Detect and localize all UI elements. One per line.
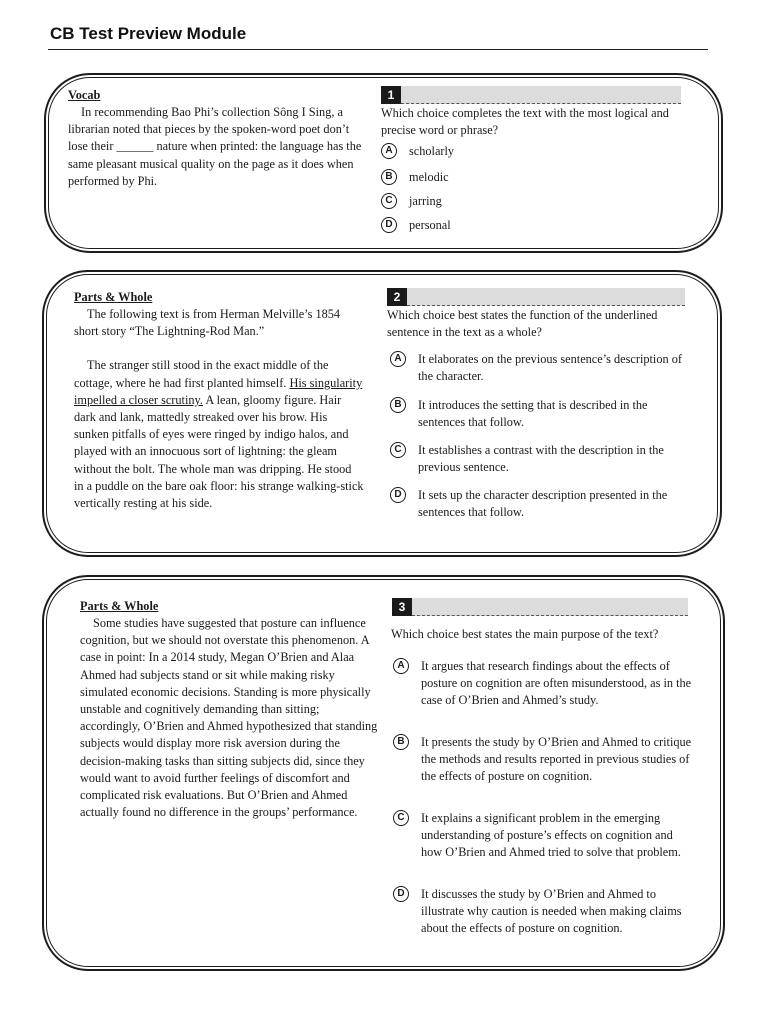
option-bubble[interactable]: B [381,169,397,185]
passage-intro: The following text is from Herman Melville’s 1854 short story “The Lightning-Rod Man.” [74,307,341,339]
option-bubble[interactable]: D [390,487,406,503]
option-text: It explains a significant problem in the emerging understanding of posture’s effects on cognition and how O’Brien and Ahmed tried to solve that problem. [421,811,681,860]
option-text: scholarly [409,144,455,158]
passage-text: Some studies have suggested that posture can influence cognition, but we should not overstate this phenomenon. A case in point: In a 2014 study, Megan O’Brien and Alaa Ahmed had subjects stand or sit while making risky simulated economic decisions. Standing is more physically unstable and cognitively demanding than sitting; accordingly, O’Brien and Ahmed hypothesized that standing subjects would display more risk aversion during the decision-making tasks than sitting subjects did, since they would want to avoid further feelings of discomfort and complicated risk evaluations. But O’Brien and Ahmed actually found no difference in the groups’ performance. [80,616,378,820]
answer-option-d[interactable] [390,487,690,521]
section-label: Vocab [68,88,101,102]
option-text: It presents the study by O’Brien and Ahmed to critique the methods and results reported in previous studies of the effects of posture on cognition. [421,735,692,784]
option-bubble[interactable]: C [381,193,397,209]
option-bubble[interactable]: B [393,734,409,750]
question-prompt: Which choice best states the main purpose of the text? [391,627,659,641]
question-number: 1 [381,86,401,104]
answer-option-b[interactable] [390,397,690,431]
option-text: It introduces the setting that is described in the sentences that follow. [418,398,648,430]
question-number: 3 [392,598,412,616]
answer-option-a[interactable] [390,351,690,385]
question-prompt: Which choice best states the function of the underlined sentence in the text as a whole? [387,308,658,340]
question-dashed-rule [401,103,681,104]
option-text: melodic [409,170,449,184]
answer-option-a[interactable] [393,658,693,710]
question-number-bar [407,288,685,306]
question-number: 2 [387,288,407,306]
answer-option-d[interactable] [381,217,681,234]
answer-option-c[interactable] [390,442,690,476]
option-text: It elaborates on the previous sentence’s description of the character. [418,352,682,384]
question-number-header [387,288,685,306]
answer-option-c[interactable] [393,810,693,862]
option-text: jarring [409,194,442,208]
option-bubble[interactable]: B [390,397,406,413]
passage-text: In recommending Bao Phi’s collection Sông I Sing, a librarian noted that pieces by the spoken-word poet don’t lose their ______ nature when printed: the language has the same pleasant musical quality on the page as it does when performed by Phi. [68,105,362,188]
question-number-bar [401,86,681,104]
passage [74,289,364,512]
passage-text [74,357,364,512]
option-bubble[interactable]: D [381,217,397,233]
question-card-1 [44,73,723,253]
option-text: It argues that research findings about the effects of posture on cognition are often misunderstood, as in the case of O’Brien and Ahmed’s study. [421,659,692,708]
question-dashed-rule [412,615,688,616]
question-dashed-rule [407,305,685,306]
underlined-sentence: His singularity impelled a closer scrutiny. [74,375,363,407]
option-text: It discusses the study by O’Brien and Ahmed to illustrate why caution is needed when making claims about the effects of posture on cognition. [421,887,682,936]
page-title: CB Test Preview Module [50,24,247,43]
question-prompt: Which choice completes the text with the most logical and precise word or phrase? [381,106,669,138]
question-card-2 [42,270,722,557]
header-divider [48,49,708,50]
option-text: It sets up the character description presented in the sentences that follow. [418,488,668,520]
passage-text-after: A lean, gloomy figure. Hair dark and lank, mattedly streaked over his brow. His sunken pitfalls of eyes were ringed by indigo halos, and played with an innocuous sort of lightning: the gleam without the bolt. The whole man was dripping. He stood in a puddle on the bare oak floor: his strange walking-stick vertically resting at his side. [74,392,364,511]
question-number-header [392,598,688,616]
option-bubble[interactable]: A [381,143,397,159]
option-bubble[interactable]: A [390,351,406,367]
option-bubble[interactable]: C [393,810,409,826]
section-label: Parts & Whole [80,599,159,613]
passage-text-before: The stranger still stood in the exact middle of the cottage, where he had first planted himself. [74,358,329,390]
answer-option-b[interactable] [393,734,693,786]
question-card-3 [42,575,725,971]
answer-option-b[interactable] [381,169,681,186]
option-bubble[interactable]: A [393,658,409,674]
answer-option-c[interactable] [381,193,681,210]
option-bubble[interactable]: D [393,886,409,902]
section-label: Parts & Whole [74,290,153,304]
option-text: It establishes a contrast with the description in the previous sentence. [418,443,664,475]
answer-option-d[interactable] [393,886,693,938]
passage [80,598,380,821]
option-bubble[interactable]: C [390,442,406,458]
answer-option-a[interactable] [381,143,681,160]
question-number-bar [412,598,688,616]
passage [68,87,368,190]
option-text: personal [409,218,451,232]
question-number-header [381,86,681,104]
